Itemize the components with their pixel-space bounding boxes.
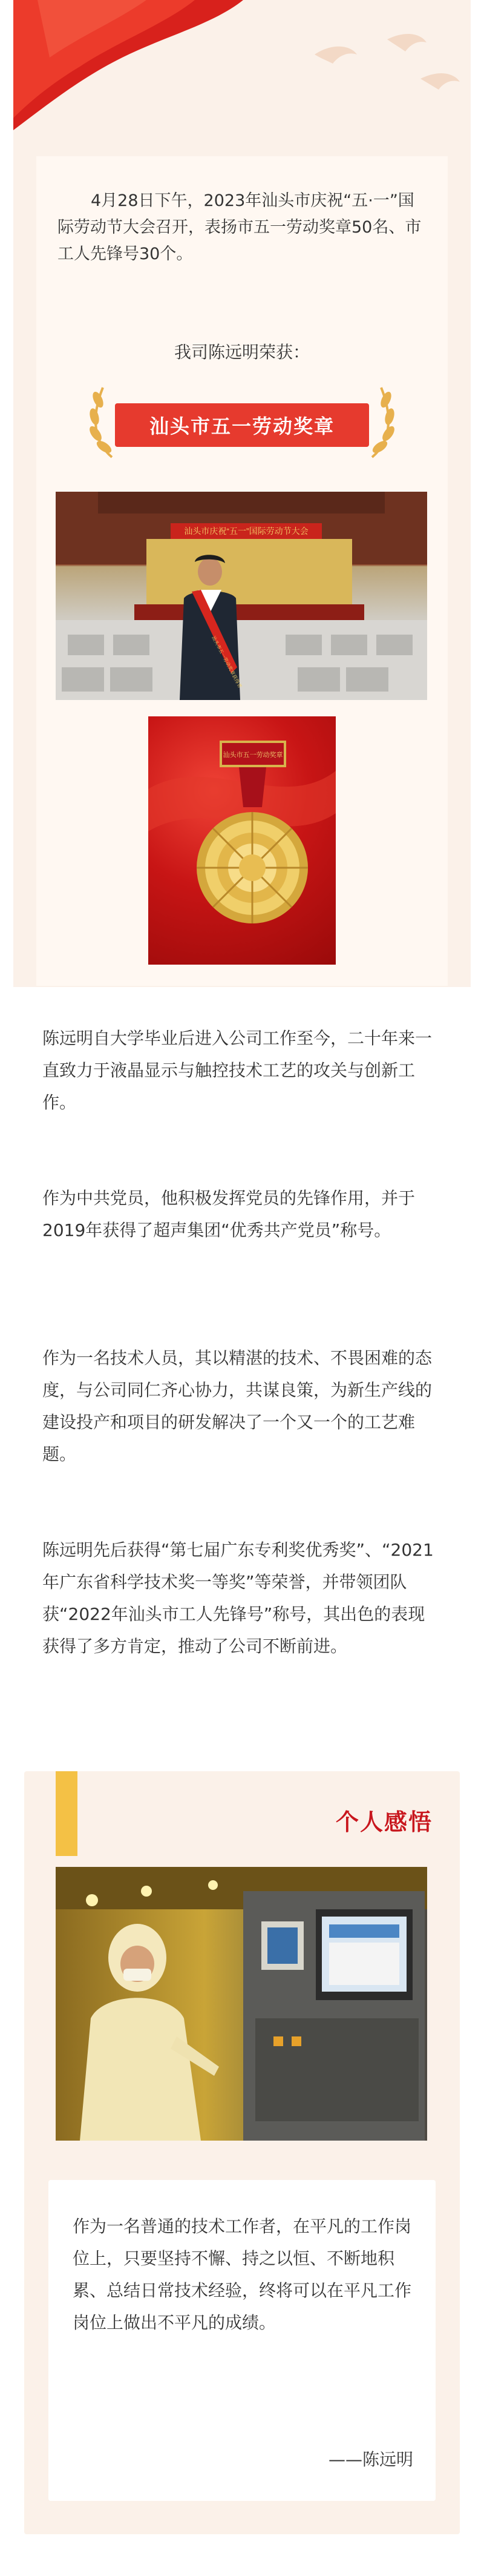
medal-photo [148,716,336,965]
body-paragraph-3: 作为一名技术人员，其以精湛的技术、不畏困难的态度，与公司同仁齐心协力，共谋良策，为新生产线的建设投产和项目的研发解决了一个又一个的工艺难题。 [42,1348,433,1464]
body-paragraph-4: 陈远明先后获得“第七届广东专利奖优秀奖”、“2021年广东省科学技术奖一等奖”等荣誉，并带领团队获“2022年汕头市工人先锋号”称号，其出色的表现获得了多方肯定，推动了公司不断前进。 [42,1540,434,1656]
quote-text: 作为一名普通的技术工作者，在平凡的工作岗位上，只要坚持不懈、持之以恒、不断地积累、总结日常技术经验，终将可以在平凡工作岗位上做出不平凡的成绩。 [73,2216,412,2333]
cleanroom-photo [56,1867,427,2141]
body-paragraph-1: 陈远明自大学毕业后进入公司工作至今，二十年来一直致力于液晶显示与触控技术工艺的攻关与创新工作。 [42,1028,433,1112]
laurel-right-icon [363,381,399,460]
award-intro-text: 我司陈远明荣获： [174,342,310,362]
award-title-banner: 汕头市五一劳动奖章 [115,403,369,447]
hall-banner-text: 汕头市庆祝“五一”国际劳动节大会 [184,526,309,536]
medal-caption-text: 汕头市五一劳动奖章 [223,751,283,759]
quote-signature: ——陈远明 [328,2449,413,2469]
insight-title: 个人感悟 [335,1809,433,1835]
red-ribbon-decoration [13,0,243,130]
body-paragraph-2: 作为中共党员，他积极发挥党员的先锋作用，并于2019年获得了超声集团“优秀共产党员”称号。 [42,1188,416,1240]
accent-bar [56,1771,77,1856]
intro-paragraph: 4月28日下午，2023年汕头市庆祝“五·一”国际劳动节大会召开，表扬市五一劳动奖章50名、市工人先锋号30个。 [57,191,422,263]
ceremony-hall-photo [56,492,427,700]
sash-text: 汕头市五一劳动奖章获得者 [211,635,243,689]
dove-decoration [290,18,472,103]
